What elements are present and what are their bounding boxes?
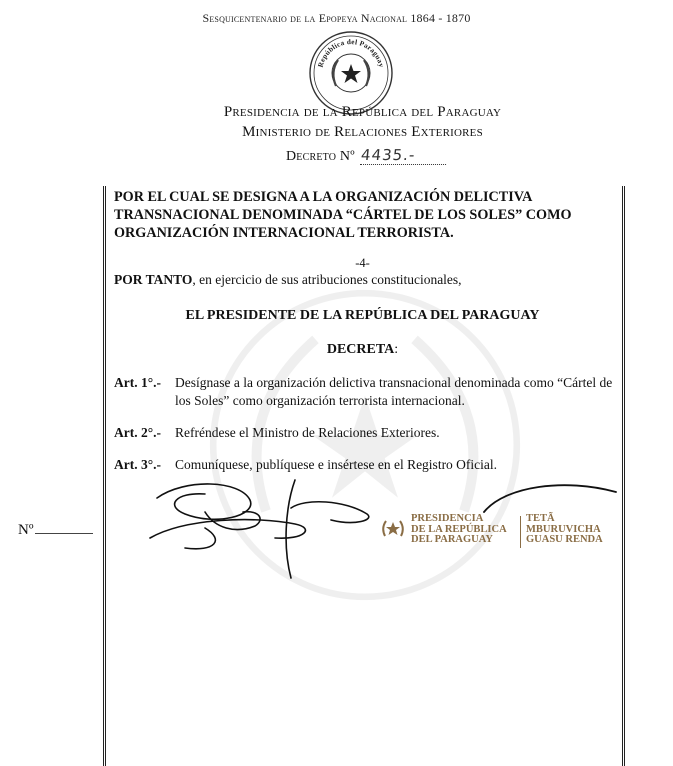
article-text: Refréndese el Ministro de Relaciones Exteriores. <box>175 425 440 440</box>
frame-left-rule <box>103 186 106 766</box>
por-tanto-lead: POR TANTO <box>114 272 193 287</box>
presidential-signature <box>145 468 375 588</box>
article-text: Comuníquese, publíquese e insértese en el Registro Oficial. <box>175 457 498 472</box>
logo-guarani-text <box>526 514 616 546</box>
decree-title <box>114 188 608 242</box>
frame-right-rule <box>622 186 625 766</box>
article-number: Art. 3°.- <box>114 457 162 472</box>
logo-presidencia-text <box>411 514 521 546</box>
ministry-heading: Ministerio de Relaciones Exteriores <box>242 124 483 140</box>
article-text: Desígnase a la organización delictiva transnacional denominada como “Cártel de los Soles” como organización terrorista internacional. <box>175 375 613 408</box>
margin-number-label: Nº <box>18 522 34 538</box>
seal-text: República del Paraguay <box>316 37 386 69</box>
page-marker: -4- <box>355 256 370 270</box>
presidente-title: EL PRESIDENTE DE LA REPÚBLICA DEL PARAGUAY <box>185 308 540 323</box>
logo-divider <box>520 516 521 548</box>
por-tanto-rest: , en ejercicio de sus atribuciones constitucionales, <box>192 272 462 287</box>
presidency-heading: Presidencia de la República del Paraguay <box>223 104 502 120</box>
presidency-emblem-icon <box>380 516 406 542</box>
logo-line: GUASU RENDA <box>526 534 603 545</box>
article-2 <box>114 424 614 442</box>
por-tanto-paragraph <box>114 272 462 288</box>
decreto-line <box>286 146 447 165</box>
logo-line: TETÃ <box>526 513 555 524</box>
decree-title-line: ORGANIZACIÓN INTERNACIONAL TERRORISTA. <box>114 225 454 241</box>
article-number: Art. 2°.- <box>114 425 162 440</box>
logo-line: DEL PARAGUAY <box>411 534 493 545</box>
decreta-word: DECRETA <box>326 342 395 357</box>
decree-title-line: TRANSNACIONAL DENOMINADA “CÁRTEL DE LOS SOLES” COMO <box>114 207 572 223</box>
presidency-logo <box>380 514 612 552</box>
decree-title-line: POR EL CUAL SE DESIGNA A LA ORGANIZACIÓN DELICTIVA <box>114 189 533 205</box>
top-caption: Sesquicentenario de la Epopeya Nacional 1864 - 1870 <box>202 11 471 25</box>
logo-line: DE LA REPÚBLICA <box>411 523 507 535</box>
decreto-label: Decreto Nº <box>286 149 355 164</box>
logo-line: MBURUVICHA <box>526 523 601 535</box>
margin-number-field <box>18 522 93 539</box>
decreta-heading <box>0 342 673 358</box>
article-1 <box>114 374 614 410</box>
decreta-colon: : <box>394 342 399 357</box>
logo-line: PRESIDENCIA <box>411 513 484 524</box>
margin-number-underline <box>35 533 93 534</box>
article-number: Art. 1°.- <box>114 375 162 390</box>
decreto-number: 4435.- <box>360 146 448 165</box>
signature-arc <box>480 478 620 518</box>
